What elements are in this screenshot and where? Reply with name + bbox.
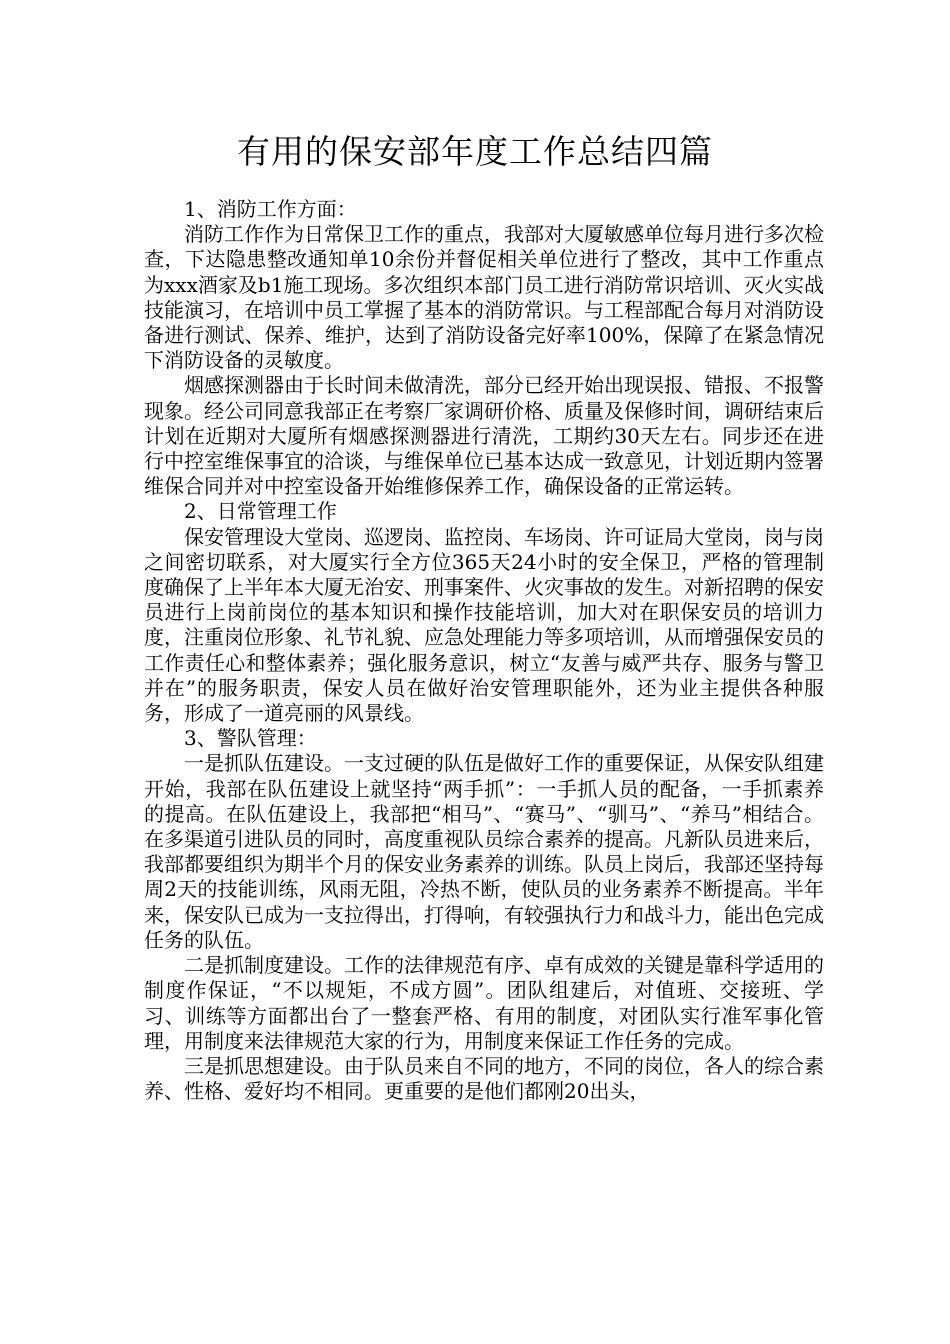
section-heading-team-management: 3、警队管理： bbox=[184, 726, 317, 751]
body-paragraph: 保安管理设大堂岗、巡逻岗、监控岗、车场岗、许可证局大堂岗，岗与岗之间密切联系，对大厦实行全方位365天24小时的安全保卫，严格的管理制度确保了上半年本大厦无治安、刑事案件、火灾事故的发生。对新招聘的保安员进行上岗前岗位的基本知识和操作技能培训，加大对在职保安员的培训力度，注重岗位形象、礼节礼貌、应急处理能力等多项培训，从而增强保安员的工作责任心和整体素养；强化服务意识，树立“友善与威严共存、服务与警卫并在”的服务职责，保安人员在做好治安管理职能外，还为业主提供各种服务，形成了一道亮丽的风景线。 bbox=[144, 524, 824, 726]
body-paragraph: 消防工作作为日常保卫工作的重点，我部对大厦敏感单位每月进行多次检查，下达隐患整改通知单10余份并督促相关单位进行了整改，其中工作重点为xxx酒家及b1施工现场。多次组织本部门员工进行消防常识培训、灭火实战技能演习，在培训中员工掌握了基本的消防常识。与工程部配合每月对消防设备进行测试、保养、维护，达到了消防设备完好率100%，保障了在紧急情况下消防设备的灵敏度。 bbox=[144, 222, 824, 373]
section-heading-fire-safety: 1、消防工作方面： bbox=[184, 197, 357, 221]
section-heading-daily-management: 2、日常管理工作 bbox=[184, 499, 337, 524]
document-title: 有用的保安部年度工作总结四篇 bbox=[237, 132, 713, 171]
body-paragraph: 三是抓思想建设。由于队员来自不同的地方，不同的岗位，各人的综合素养、性格、爱好均不相同。更重要的是他们都刚20出头， bbox=[144, 1053, 824, 1104]
body-paragraph: 烟感探测器由于长时间未做清洗，部分已经开始出现误报、错报、不报警现象。经公司同意我部正在考察厂家调研价格、质量及保修时间，调研结束后计划在近期对大厦所有烟感探测器进行清洗，工期约30天左右。同步还在进行中控室维保事宜的洽谈，与维保单位已基本达成一致意见，计划近期内签署维保合同并对中控室设备开始维修保养工作，确保设备的正常运转。 bbox=[144, 373, 824, 499]
document-body bbox=[144, 197, 824, 1104]
body-paragraph: 一是抓队伍建设。一支过硬的队伍是做好工作的重要保证，从保安队组建开始，我部在队伍建设上就坚持“两手抓”：一手抓人员的配备，一手抓素养的提高。在队伍建设上，我部把“相马”、“赛马”、“驯马”、“养马”相结合。在多渠道引进队员的同时，高度重视队员综合素养的提高。凡新队员进来后，我部都要组织为期半个月的保安业务素养的训练。队员上岗后，我部还坚持每周2天的技能训练，风雨无阻，冷热不断，使队员的业务素养不断提高。半年来，保安队已成为一支拉得出，打得响，有较强执行力和战斗力，能出色完成任务的队伍。 bbox=[144, 751, 824, 952]
body-paragraph: 二是抓制度建设。工作的法律规范有序、卓有成效的关键是靠科学适用的制度作保证，“不以规矩，不成方圆”。团队组建后，对值班、交接班、学习、训练等方面都出台了一整套严格、有用的制度，对团队实行准军事化管理，用制度来法律规范大家的行为，用制度来保证工作任务的完成。 bbox=[144, 953, 824, 1053]
